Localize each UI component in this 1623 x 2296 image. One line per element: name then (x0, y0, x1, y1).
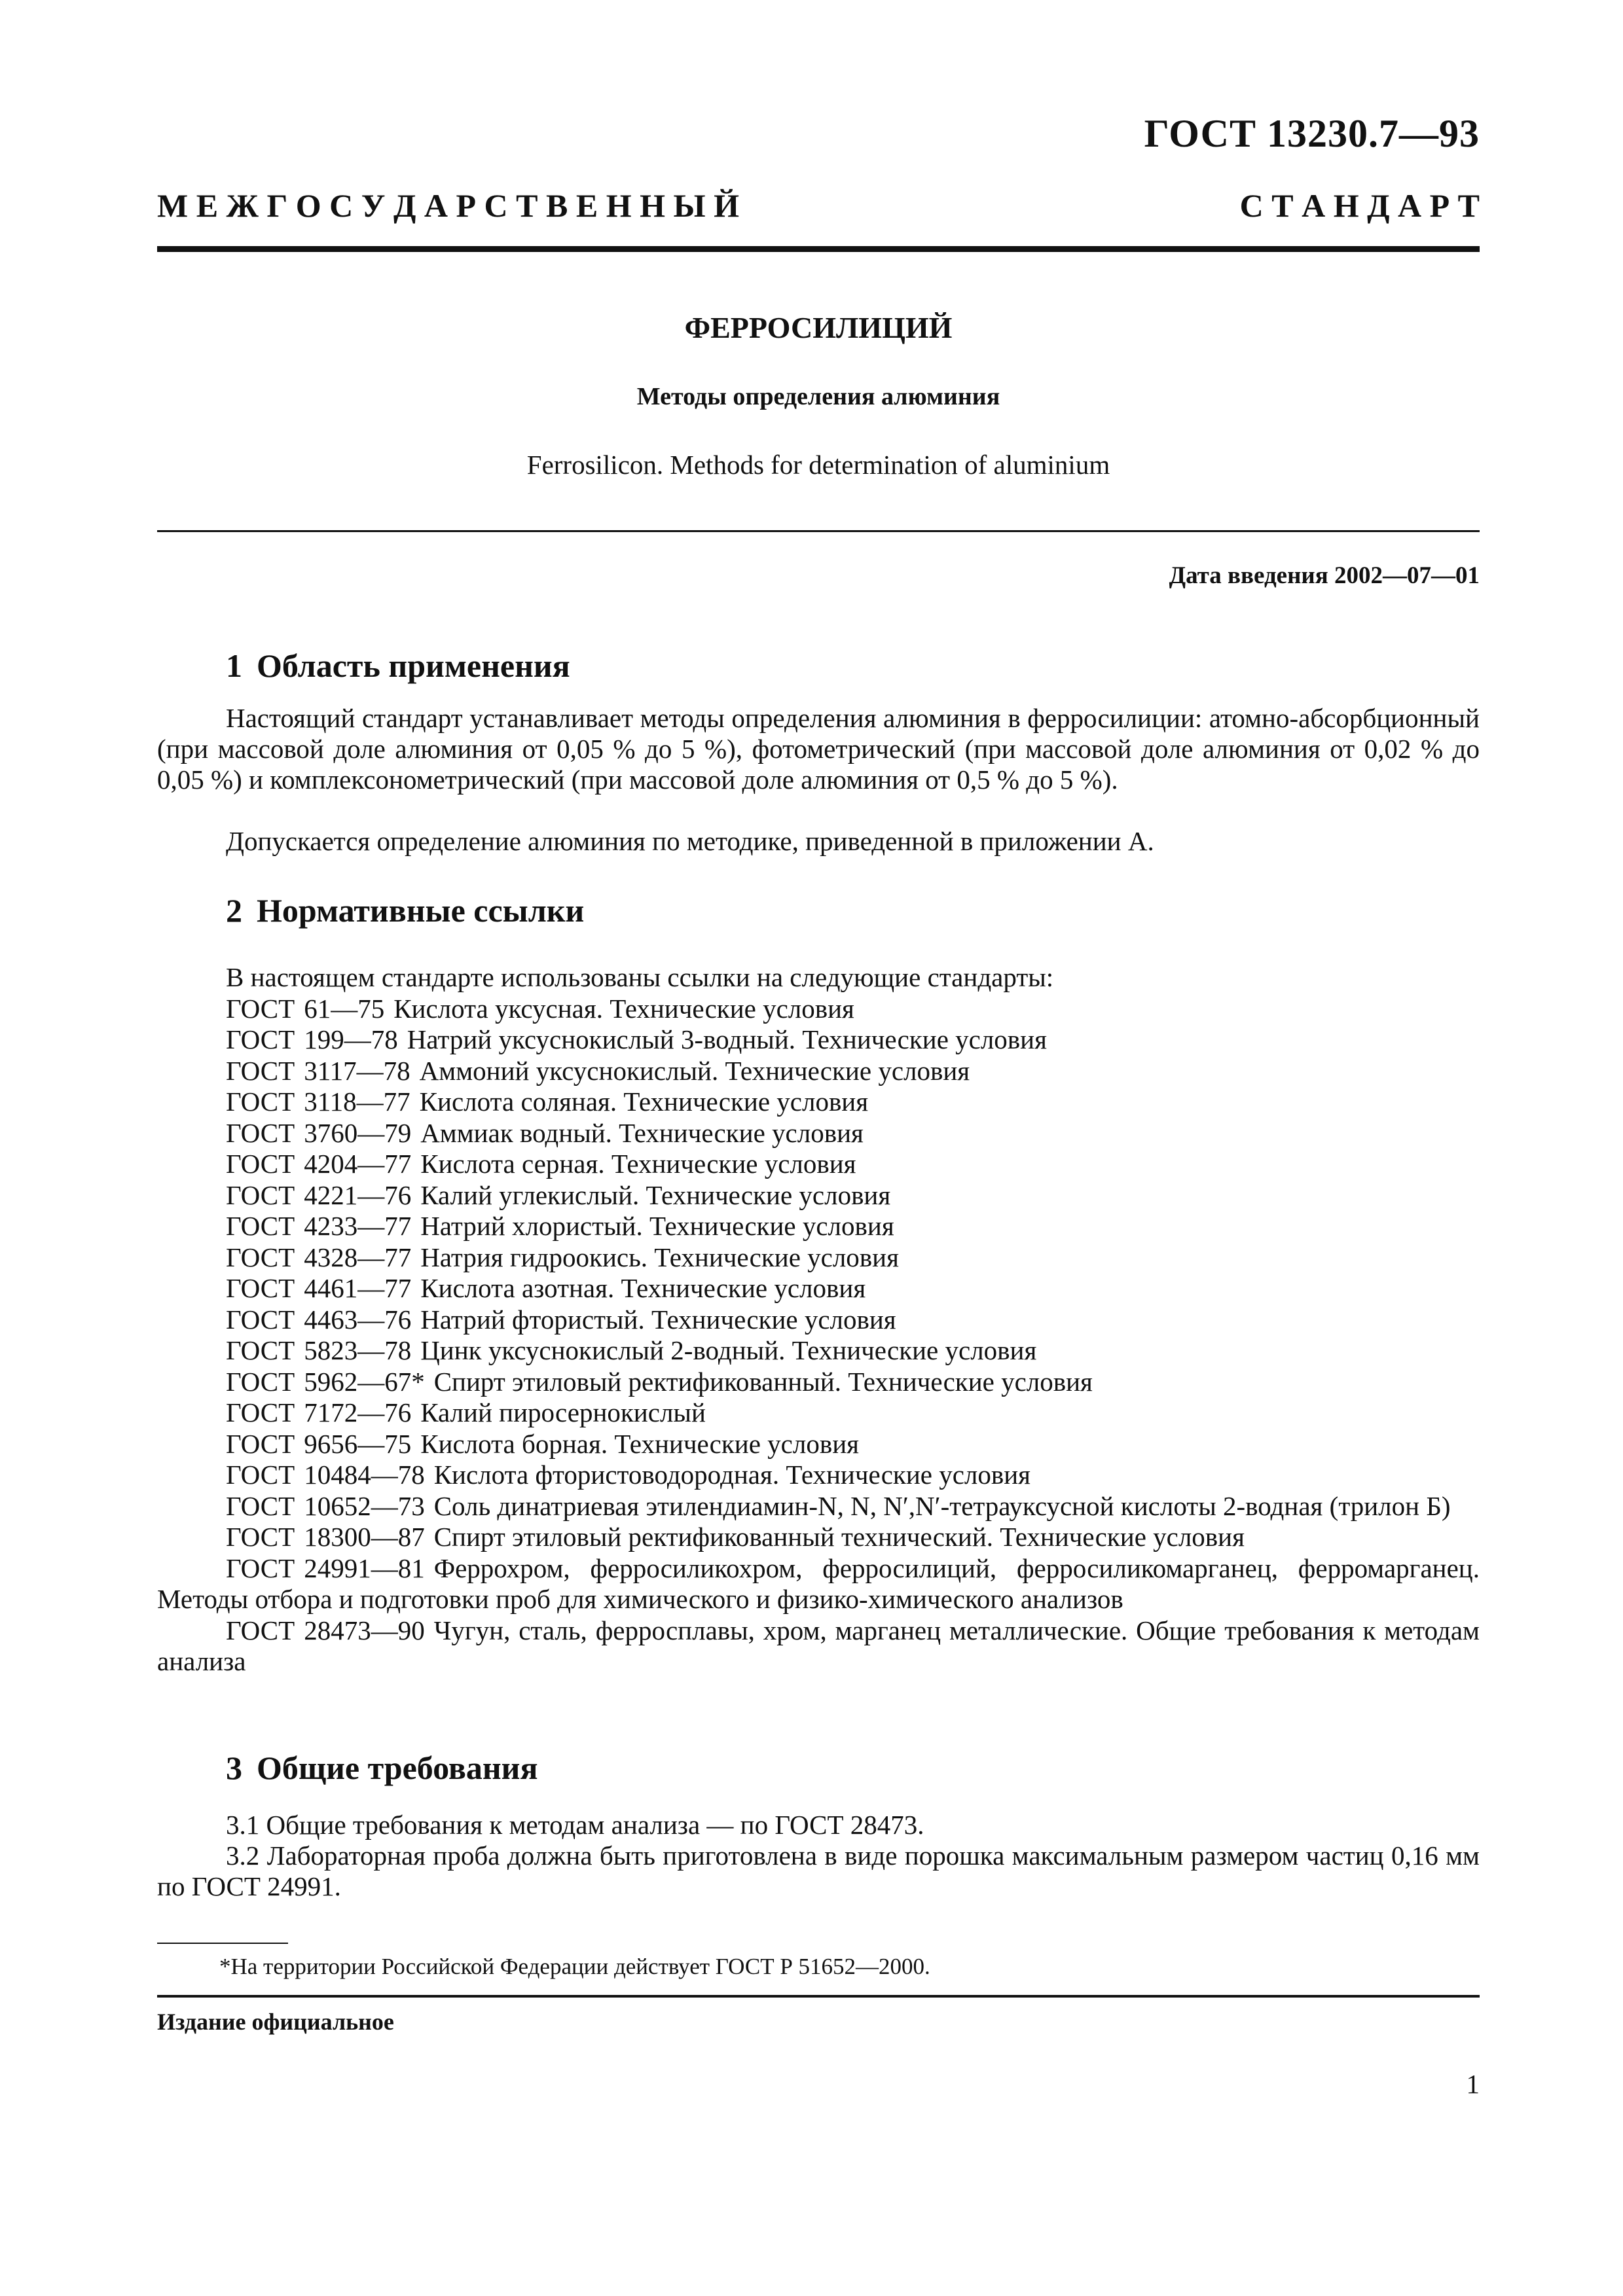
reference-label: ГОСТ (226, 1242, 295, 1272)
reference-title: Спирт этиловый ректификованный. Технические условия (433, 1366, 1093, 1397)
reference-item (157, 1056, 1480, 1087)
footnote-rule (157, 1943, 288, 1944)
reference-item (157, 1522, 1480, 1553)
reference-title: Натрий уксуснокислый 3-водный. Технические условия (407, 1024, 1047, 1054)
reference-title: Натрий фтористый. Технические условия (420, 1304, 896, 1335)
reference-item (157, 1242, 1480, 1274)
reference-title: Калий пиросернокислый (420, 1397, 706, 1427)
reference-number: 4221—76 (304, 1179, 412, 1210)
reference-label: ГОСТ (226, 1149, 295, 1179)
standard-kind-left: М Е Ж Г О С У Д А Р С Т В Е Н Н Ы Й (157, 187, 739, 224)
reference-title: Кислота соляная. Технические условия (419, 1086, 869, 1117)
reference-label: ГОСТ (226, 1055, 295, 1086)
reference-number: 3760—79 (304, 1117, 412, 1148)
reference-title: Чугун, сталь, ферросплавы, хром, марганец металлические. Общие требования к методам анализа (157, 1615, 1480, 1676)
section-heading (226, 891, 584, 929)
footnote: *На территории Российской Федерации действует ГОСТ Р 51652—2000. (219, 1954, 930, 1979)
reference-label: ГОСТ (226, 1397, 295, 1427)
reference-label: ГОСТ (226, 1522, 295, 1552)
paragraph: 3.2 Лабораторная проба должна быть приготовлена в виде порошка максимальным размером частиц 0,16 мм по ГОСТ 24991. (157, 1840, 1480, 1901)
standard-kind (157, 187, 1480, 224)
title-rule (157, 530, 1480, 532)
reference-label: ГОСТ (226, 1335, 295, 1365)
reference-label: ГОСТ (226, 1615, 295, 1645)
section-number: 1 (226, 647, 242, 684)
paragraph: 3.1 Общие требования к методам анализа — по ГОСТ 28473. (226, 1810, 924, 1840)
reference-number: 7172—76 (304, 1397, 412, 1427)
reference-number: 4328—77 (304, 1242, 412, 1272)
reference-item (157, 1024, 1480, 1056)
reference-item (157, 1615, 1480, 1677)
reference-label: ГОСТ (226, 1273, 295, 1303)
reference-number: 5823—78 (304, 1335, 412, 1365)
reference-title: Аммиак водный. Технические условия (420, 1117, 864, 1148)
reference-title: Натрий хлористый. Технические условия (420, 1211, 894, 1241)
reference-item (157, 1273, 1480, 1304)
reference-label: ГОСТ (226, 1211, 295, 1241)
reference-item (157, 1367, 1480, 1398)
reference-number: 4463—76 (304, 1304, 412, 1335)
reference-number: 10652—73 (304, 1490, 425, 1521)
reference-label: ГОСТ (226, 993, 295, 1024)
section-title: Область применения (257, 647, 570, 684)
reference-number: 3118—77 (304, 1086, 410, 1117)
reference-item (157, 1180, 1480, 1211)
reference-item (157, 1118, 1480, 1149)
reference-item (157, 1211, 1480, 1242)
reference-label: ГОСТ (226, 1179, 295, 1210)
reference-title: Аммоний уксуснокислый. Технические условия (419, 1055, 970, 1086)
reference-label: ГОСТ (226, 1460, 295, 1490)
reference-title: Цинк уксуснокислый 2-водный. Технические условия (420, 1335, 1037, 1365)
section-title: Общие требования (257, 1749, 538, 1786)
standard-kind-right: С Т А Н Д А Р Т (1239, 187, 1480, 224)
page-number: 1 (1466, 2069, 1480, 2099)
header-rule (157, 246, 1480, 252)
paragraph: Допускается определение алюминия по методике, приведенной в приложении А. (226, 826, 1154, 856)
reference-item (157, 1460, 1480, 1491)
reference-title: Натрия гидроокись. Технические условия (420, 1242, 899, 1272)
document-title: ФЕРРОСИЛИЦИЙ (684, 311, 953, 344)
reference-label: ГОСТ (226, 1490, 295, 1521)
reference-item (157, 1491, 1480, 1522)
paragraph: Настоящий стандарт устанавливает методы определения алюминия в ферросилиции: атомно-абсорбционный (при массовой доле алюминия от 0,05 % до 5 %), фотометрический (при массовой доле алюминия от 0,02 % до 0,05 %) и комплексонометрический (при массовой доле алюминия от 0,5 % до 5 %). (157, 703, 1480, 795)
reference-item (157, 1149, 1480, 1180)
reference-intro: В настоящем стандарте использованы ссылки на следующие стандарты: (226, 962, 1054, 992)
section-number: 3 (226, 1749, 242, 1786)
reference-number: 61—75 (304, 993, 385, 1024)
reference-list (157, 962, 1480, 1677)
footer-rule (157, 1995, 1480, 1998)
reference-item (157, 1086, 1480, 1118)
reference-number: 4233—77 (304, 1211, 412, 1241)
reference-number: 9656—75 (304, 1428, 412, 1459)
reference-item (157, 1335, 1480, 1367)
reference-label: ГОСТ (226, 1024, 295, 1054)
standard-code: ГОСТ 13230.7—93 (1144, 112, 1480, 155)
section-heading (226, 647, 570, 685)
reference-number: 18300—87 (304, 1522, 425, 1552)
section-number: 2 (226, 892, 242, 929)
reference-number: 28473—90 (304, 1615, 425, 1645)
reference-title: Кислота азотная. Технические условия (420, 1273, 866, 1303)
reference-title: Спирт этиловый ректификованный технический. Технические условия (433, 1522, 1245, 1552)
reference-title: Кислота уксусная. Технические условия (393, 993, 854, 1024)
reference-title: Кислота фтористоводородная. Технические условия (433, 1460, 1031, 1490)
document-subtitle: Методы определения алюминия (636, 383, 1000, 410)
reference-item (157, 1429, 1480, 1460)
reference-title: Кислота серная. Технические условия (420, 1149, 856, 1179)
reference-item (157, 1553, 1480, 1615)
reference-number: 4204—77 (304, 1149, 412, 1179)
reference-number: 199—78 (304, 1024, 398, 1054)
introduction-date: Дата введения 2002—07—01 (1169, 562, 1480, 589)
reference-item (157, 994, 1480, 1025)
reference-number: 3117—78 (304, 1055, 410, 1086)
reference-title: Кислота борная. Технические условия (420, 1428, 860, 1459)
english-title: Ferrosilicon. Methods for determination of aluminium (526, 450, 1110, 480)
section-title: Нормативные ссылки (257, 892, 585, 929)
reference-number: 4461—77 (304, 1273, 412, 1303)
reference-label: ГОСТ (226, 1086, 295, 1117)
reference-label: ГОСТ (226, 1428, 295, 1459)
reference-item (157, 1397, 1480, 1429)
reference-number: 5962—67* (304, 1366, 425, 1397)
reference-label: ГОСТ (226, 1117, 295, 1148)
reference-title: Калий углекислый. Технические условия (420, 1179, 891, 1210)
official-edition-label: Издание официальное (157, 2009, 394, 2035)
reference-label: ГОСТ (226, 1304, 295, 1335)
reference-item (157, 1304, 1480, 1336)
reference-title: Феррохром, ферросиликохром, ферросилиций, ферросиликомарганец, ферромарганец. Методы отбора и подготовки проб для химического и физико-химического анализов (157, 1552, 1480, 1614)
reference-number: 24991—81 (304, 1552, 425, 1583)
reference-label: ГОСТ (226, 1552, 295, 1583)
reference-number: 10484—78 (304, 1460, 425, 1490)
reference-label: ГОСТ (226, 1366, 295, 1397)
reference-title: Соль динатриевая этилендиамин-N, N, N′,N′-тетрауксусной кислоты 2-водная (трилон Б) (433, 1490, 1451, 1521)
section-heading (226, 1749, 538, 1787)
